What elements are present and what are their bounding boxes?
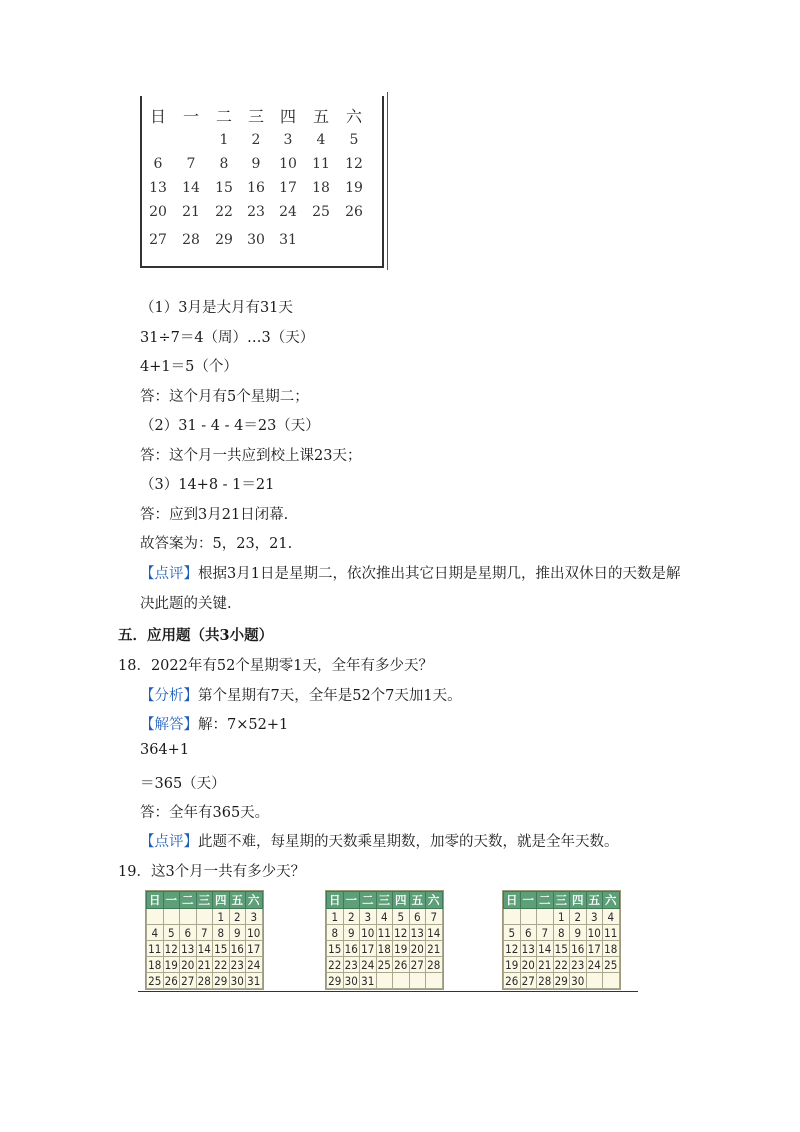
calendar-table xyxy=(326,891,443,989)
calendar-day: 12 xyxy=(345,156,363,172)
calendar-day: 15 xyxy=(214,941,228,956)
calendar-day: 14 xyxy=(182,180,200,196)
calendar-day: 19 xyxy=(394,941,408,956)
calendar-day: 24 xyxy=(247,957,261,972)
calendar-day: 24 xyxy=(587,957,601,972)
calendar-day: 25 xyxy=(312,204,330,220)
weekday-header: 五 xyxy=(586,892,603,909)
calendar-day: 30 xyxy=(344,973,358,988)
calendar-day: 16 xyxy=(344,941,358,956)
calendar-day xyxy=(409,973,426,989)
comment-18-tag: 【点评】 xyxy=(140,834,198,850)
calendar-day: 15 xyxy=(215,180,233,196)
calendar-day: 20 xyxy=(410,941,424,956)
calendar-day: 26 xyxy=(394,957,408,972)
calendar-day: 23 xyxy=(344,957,358,972)
calendar-day: 14 xyxy=(538,941,552,956)
calendar-day: 30 xyxy=(247,232,265,248)
calendar-day: 18 xyxy=(312,180,330,196)
calendar-day: 5 xyxy=(504,925,521,941)
weekday-header: 一 xyxy=(182,107,199,126)
weekday-header: 六 xyxy=(603,892,620,909)
weekday-header: 二 xyxy=(360,892,377,909)
calendar-day: 22 xyxy=(328,957,342,972)
weekday-header: 三 xyxy=(376,892,393,909)
comment-18-line xyxy=(140,830,619,851)
calendar-day xyxy=(504,909,521,925)
calendar-day: 10 xyxy=(361,925,375,940)
calendar-day: 30 xyxy=(230,973,244,988)
calendar-day: 9 xyxy=(251,156,261,172)
calendar-day: 20 xyxy=(149,204,167,220)
calendar-day: 20 xyxy=(521,957,535,972)
calendar-day: 28 xyxy=(538,973,552,988)
calendar-day: 1 xyxy=(327,909,344,925)
step-1: 364+1 xyxy=(140,742,190,758)
weekday-header: 三 xyxy=(196,892,213,909)
calendar-day: 16 xyxy=(230,941,244,956)
weekday-header: 四 xyxy=(279,107,296,126)
calendar-day: 22 xyxy=(215,204,233,220)
calendar-day: 17 xyxy=(361,941,375,956)
weekday-header: 二 xyxy=(537,892,554,909)
comment-continuation: 决此题的关键. xyxy=(140,596,232,612)
calendar-day: 8 xyxy=(213,925,230,941)
calendar-day: 12 xyxy=(505,941,519,956)
calendar-day: 31 xyxy=(247,973,261,988)
calendar-day: 12 xyxy=(164,941,178,956)
calendar-day: 8 xyxy=(327,925,344,941)
calendar-day: 6 xyxy=(153,156,163,172)
calendar-day: 27 xyxy=(521,973,535,988)
solution-line-2: 31÷7＝4（周）…3（天） xyxy=(140,330,315,346)
calendar-day: 6 xyxy=(180,925,197,941)
calendar-day: 8 xyxy=(219,156,229,172)
calendar-day: 12 xyxy=(394,925,408,940)
weekday-header: 六 xyxy=(246,892,263,909)
calendar-day: 10 xyxy=(587,925,601,940)
calendar-day: 31 xyxy=(279,232,297,248)
calendar-day: 13 xyxy=(521,941,535,956)
calendar-day: 21 xyxy=(182,204,200,220)
comment-line xyxy=(140,562,680,583)
calendar-day xyxy=(147,909,164,925)
analysis-line xyxy=(140,684,462,705)
calendar-day: 23 xyxy=(247,204,265,220)
section-heading: 五．应用题（共3小题） xyxy=(118,627,274,644)
answer-18: 答：全年有365天。 xyxy=(140,805,270,821)
calendar-day: 4 xyxy=(376,909,393,925)
weekday-header: 日 xyxy=(327,892,344,909)
calendar-day: 11 xyxy=(148,941,162,956)
calendar-day: 3 xyxy=(586,909,603,925)
weekday-header: 五 xyxy=(229,892,246,909)
solution-line-4: （2）31 - 4 - 4＝23（天） xyxy=(140,418,320,434)
weekday-header: 三 xyxy=(553,892,570,909)
calendar-day: 31 xyxy=(361,973,375,988)
calendar-day: 17 xyxy=(279,180,297,196)
answer-line-3: 答：应到3月21日闭幕. xyxy=(140,507,289,523)
calendar-day: 17 xyxy=(247,941,261,956)
solution-line-5: （3）14+8 - 1＝21 xyxy=(140,477,275,493)
calendar-day: 25 xyxy=(377,957,391,972)
calendar-day: 7 xyxy=(426,909,443,925)
calendar-day: 22 xyxy=(214,957,228,972)
calendar-day: 29 xyxy=(215,232,233,248)
calendar-day: 21 xyxy=(538,957,552,972)
final-answer: 故答案为：5，23，21. xyxy=(140,536,293,552)
calendar-day: 22 xyxy=(554,957,568,972)
calendar-day: 1 xyxy=(213,909,230,925)
calendar-table xyxy=(146,891,263,989)
calendar-day: 2 xyxy=(251,132,261,148)
solution-heading-line xyxy=(140,713,288,734)
calendar-day: 2 xyxy=(343,909,360,925)
calendar-day: 10 xyxy=(279,156,297,172)
calendar-day: 20 xyxy=(181,957,195,972)
weekday-header: 日 xyxy=(147,892,164,909)
calendar-day: 18 xyxy=(377,941,391,956)
weekday-header: 四 xyxy=(393,892,410,909)
calendar-day: 1 xyxy=(553,909,570,925)
calendar-day: 16 xyxy=(247,180,265,196)
calendar-day: 24 xyxy=(279,204,297,220)
calendar-day: 16 xyxy=(571,941,585,956)
bottom-rule xyxy=(138,991,638,992)
calendar-day: 23 xyxy=(230,957,244,972)
analysis-text: 第个星期有7天，全年是52个7天加1天。 xyxy=(198,688,462,704)
calendar-day: 10 xyxy=(247,925,261,940)
calendar-day: 13 xyxy=(181,941,195,956)
calendar-day: 26 xyxy=(505,973,519,988)
calendar-day: 27 xyxy=(410,957,424,972)
weekday-header: 一 xyxy=(163,892,180,909)
calendar-day: 15 xyxy=(328,941,342,956)
calendar-day: 5 xyxy=(163,925,180,941)
calendar-day: 7 xyxy=(186,156,196,172)
calendar-month-3 xyxy=(502,890,621,990)
calendar-day: 9 xyxy=(570,925,587,941)
step-2: ＝365（天） xyxy=(140,776,226,792)
calendar-day: 11 xyxy=(312,156,330,172)
answer-line-1: 答：这个月有5个星期二； xyxy=(140,389,309,405)
weekday-header: 一 xyxy=(520,892,537,909)
calendar-day: 21 xyxy=(197,957,211,972)
calendar-month-1 xyxy=(145,890,264,990)
calendar-day: 5 xyxy=(349,132,359,148)
solution-tag: 【解答】 xyxy=(140,717,198,733)
weekday-header: 五 xyxy=(409,892,426,909)
calendar-day: 29 xyxy=(214,973,228,988)
weekday-header: 日 xyxy=(504,892,521,909)
calendar-day xyxy=(180,909,197,925)
question-18: 18．2022年有52个星期零1天，全年有多少天？ xyxy=(118,658,434,674)
calendar-day xyxy=(163,909,180,925)
comment-18-text: 此题不难，每星期的天数乘星期数，加零的天数，就是全年天数。 xyxy=(198,834,619,850)
calendar-day: 2 xyxy=(570,909,587,925)
calendar-day: 9 xyxy=(229,925,246,941)
calendar-day: 28 xyxy=(427,957,441,972)
calendar-day: 2 xyxy=(229,909,246,925)
calendar-day: 19 xyxy=(345,180,363,196)
analysis-tag: 【分析】 xyxy=(140,688,198,704)
calendar-day: 14 xyxy=(427,925,441,940)
weekday-header: 六 xyxy=(426,892,443,909)
calendar-day: 29 xyxy=(554,973,568,988)
calendar-day: 6 xyxy=(409,909,426,925)
calendar-day: 3 xyxy=(246,909,263,925)
weekday-header: 日 xyxy=(149,107,166,126)
solution-text: 解：7×52+1 xyxy=(198,717,289,733)
weekday-header: 二 xyxy=(215,107,232,126)
calendar-day xyxy=(196,909,213,925)
calendar-day: 9 xyxy=(343,925,360,941)
calendar-day: 1 xyxy=(219,132,229,148)
calendar-divider xyxy=(387,92,388,270)
calendar-day: 29 xyxy=(328,973,342,988)
calendar-day xyxy=(520,909,537,925)
weekday-header: 三 xyxy=(247,107,264,126)
calendar-day: 13 xyxy=(149,180,167,196)
calendar-day: 8 xyxy=(553,925,570,941)
calendar-day: 24 xyxy=(361,957,375,972)
weekday-header: 六 xyxy=(345,107,362,126)
weekday-header: 四 xyxy=(213,892,230,909)
calendar-day xyxy=(603,973,620,989)
calendar-day xyxy=(586,973,603,989)
calendar-month-2 xyxy=(325,890,444,990)
answer-line-2: 答：这个月一共应到校上课23天； xyxy=(140,448,362,464)
comment-tag: 【点评】 xyxy=(140,566,198,582)
calendar-day xyxy=(376,973,393,989)
calendar-day: 27 xyxy=(149,232,167,248)
calendar-day: 28 xyxy=(197,973,211,988)
calendar-day: 26 xyxy=(164,973,178,988)
calendar-day: 6 xyxy=(520,925,537,941)
calendar-day: 30 xyxy=(571,973,585,988)
calendar-day: 7 xyxy=(537,925,554,941)
weekday-header: 五 xyxy=(312,107,329,126)
calendar-day: 4 xyxy=(603,909,620,925)
calendar-day: 3 xyxy=(360,909,377,925)
calendar-day: 25 xyxy=(604,957,618,972)
calendar-day: 11 xyxy=(377,925,391,940)
calendar-day: 19 xyxy=(164,957,178,972)
calendar-day xyxy=(393,973,410,989)
calendar-day: 23 xyxy=(571,957,585,972)
calendar-day: 28 xyxy=(182,232,200,248)
comment-text: 根据3月1日是星期二，依次推出其它日期是星期几，推出双休日的天数是解 xyxy=(198,566,681,582)
calendar-day: 19 xyxy=(505,957,519,972)
calendar-day: 17 xyxy=(587,941,601,956)
calendar-day: 15 xyxy=(554,941,568,956)
calendar-day: 5 xyxy=(393,909,410,925)
calendar-day xyxy=(426,973,443,989)
question-19: 19．这3个月一共有多少天？ xyxy=(118,864,306,880)
calendar-day: 14 xyxy=(197,941,211,956)
weekday-header: 二 xyxy=(180,892,197,909)
calendar-day: 13 xyxy=(410,925,424,940)
calendar-day: 25 xyxy=(148,973,162,988)
calendar-day: 4 xyxy=(147,925,164,941)
calendar-day: 18 xyxy=(604,941,618,956)
solution-line-3: 4+1＝5（个） xyxy=(140,359,238,375)
march-calendar xyxy=(140,96,384,268)
calendar-day: 18 xyxy=(148,957,162,972)
weekday-header: 四 xyxy=(570,892,587,909)
calendar-day: 27 xyxy=(181,973,195,988)
solution-line-1: （1）3月是大月有31天 xyxy=(140,300,293,316)
calendar-day xyxy=(537,909,554,925)
calendar-day: 4 xyxy=(316,132,326,148)
calendar-table xyxy=(503,891,620,989)
calendar-day: 3 xyxy=(283,132,293,148)
calendar-day: 7 xyxy=(196,925,213,941)
calendar-day: 21 xyxy=(427,941,441,956)
weekday-header: 一 xyxy=(343,892,360,909)
calendar-day: 26 xyxy=(345,204,363,220)
calendar-day: 11 xyxy=(604,925,618,940)
